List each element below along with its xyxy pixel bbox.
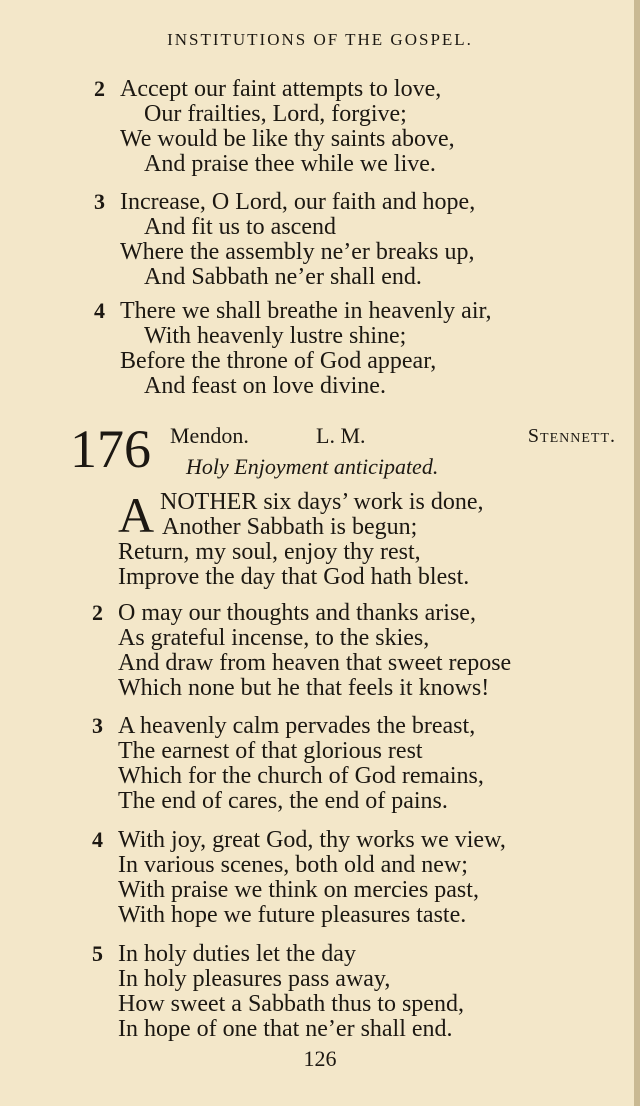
verse-line: And feast on love divine. <box>144 373 386 399</box>
stanza-number: 2 <box>94 76 105 101</box>
verse-line: With praise we think on mercies past, <box>118 877 479 903</box>
verse-line: Before the throne of God appear, <box>120 348 437 374</box>
page-number: 126 <box>303 1046 337 1071</box>
hymn-number: 176 <box>70 419 151 479</box>
page-edge <box>634 0 640 1106</box>
verse-line: Which for the church of God remains, <box>118 763 484 789</box>
stanza-number: 3 <box>94 189 105 214</box>
verse-line: How sweet a Sabbath thus to spend, <box>118 991 464 1017</box>
verse-line: Increase, O Lord, our faith and hope, <box>120 189 476 215</box>
verse-line: There we shall breathe in heavenly air, <box>120 298 492 324</box>
verse-line: In various scenes, both old and new; <box>118 852 468 878</box>
hymn-subtitle: Holy Enjoyment anticipated. <box>186 454 439 479</box>
verse-line: With heavenly lustre shine; <box>144 323 407 349</box>
verse-line: In hope of one that ne’er shall end. <box>118 1016 453 1042</box>
verse-line: NOTHER six days’ work is done, <box>160 489 484 515</box>
verse-line: O may our thoughts and thanks arise, <box>118 600 476 626</box>
verse-line: In holy duties let the day <box>118 941 356 967</box>
verse-line: The end of cares, the end of pains. <box>118 788 448 814</box>
meter: L. M. <box>316 423 366 448</box>
tune-name: Mendon. <box>170 423 249 448</box>
verse-line: Our frailties, Lord, forgive; <box>144 101 407 127</box>
verse-line: Which none but he that feels it knows! <box>118 675 490 701</box>
verse-line: And fit us to ascend <box>144 214 336 240</box>
verse-line: In holy pleasures pass away, <box>118 966 391 992</box>
stanza-number: 3 <box>92 713 103 738</box>
verse-line: With joy, great God, thy works we view, <box>118 827 506 853</box>
running-header: INSTITUTIONS OF THE GOSPEL. <box>167 30 473 49</box>
drop-cap: A <box>118 487 155 543</box>
verse-line: And Sabbath ne’er shall end. <box>144 264 422 290</box>
stanza-number: 4 <box>92 827 103 852</box>
verse-line: Return, my soul, enjoy thy rest, <box>118 539 421 565</box>
stanza-number: 5 <box>92 941 103 966</box>
verse-line: A heavenly calm pervades the breast, <box>118 713 476 739</box>
verse-line: Another Sabbath is begun; <box>162 514 418 540</box>
stanza-number: 4 <box>94 298 105 323</box>
verse-line: With hope we future pleasures taste. <box>118 902 467 928</box>
verse-line: And draw from heaven that sweet repose <box>118 650 512 676</box>
verse-line: We would be like thy saints above, <box>120 126 455 152</box>
verse-line: The earnest of that glorious rest <box>118 738 423 764</box>
verse-line: And praise thee while we live. <box>144 151 436 177</box>
verse-line: As grateful incense, to the skies, <box>118 625 430 651</box>
verse-line: Accept our faint attempts to love, <box>120 76 442 102</box>
stanza-number: 2 <box>92 600 103 625</box>
verse-line: Improve the day that God hath blest. <box>118 564 470 590</box>
verse-line: Where the assembly ne’er breaks up, <box>120 239 475 265</box>
hymn-author: Stennett. <box>527 425 616 447</box>
